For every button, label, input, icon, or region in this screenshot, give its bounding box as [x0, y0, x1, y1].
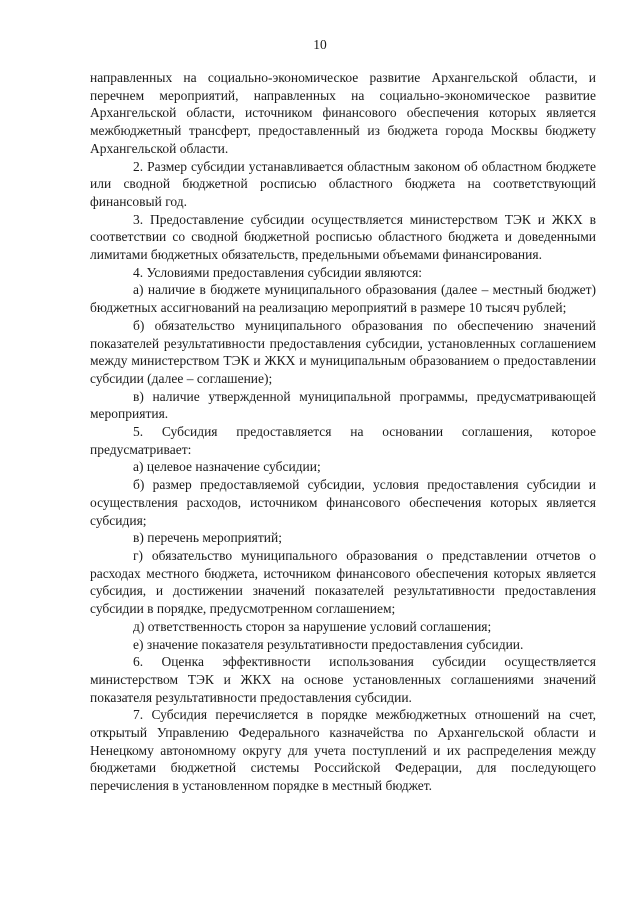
paragraph-2-subsidy-size: 2. Размер субсидии устанавливается областным законом об областном бюджете или сводной бюджетной росписью областного бюджета на соответствующий финансовый год. — [90, 158, 596, 209]
paragraph-5e: д) ответственность сторон за нарушение условий соглашения; — [133, 618, 492, 634]
paragraph-4b: б) обязательство муниципального образования по обеспечению значений показателей результативности предоставления субсидии, установленных соглашением между министерством ТЭК и ЖКХ и муниципальным образованием о предоставлении субсидии (далее – соглашение); — [90, 317, 596, 386]
paragraph-1-continuation: направленных на социально-экономическое развитие Архангельской области, и перечнем мероприятий, направленных на социально-экономическое развитие Архангельской области, источником финансового обеспечения которых является межбюджетный трансферт, предоставленный из бюджета города Москвы бюджету Архангельской области. — [90, 70, 596, 156]
paragraph-3-provision: 3. Предоставление субсидии осуществляется министерством ТЭК и ЖКХ в соответствии со сводной бюджетной росписью областного бюджета и доведенными лимитами бюджетных обязательств, предельными объемами финансирования. — [90, 211, 596, 263]
paragraph-4a: а) наличие в бюджете муниципального образования (далее – местный бюджет) бюджетных ассигнований на реализацию мероприятий в размере 10 тысяч рублей; — [90, 282, 596, 316]
page-number: 10 — [313, 37, 327, 52]
paragraph-4c: в) наличие утвержденной муниципальной программы, предусматривающей мероприятия. — [90, 388, 596, 422]
paragraph-4-conditions: 4. Условиями предоставления субсидии являются: — [133, 264, 423, 280]
document-body — [90, 69, 596, 795]
paragraph-5a: а) целевое назначение субсидии; — [133, 459, 321, 475]
paragraph-5d: г) обязательство муниципального образования о представлении отчетов о расходах местного бюджета, источником финансового обеспечения которых является субсидия, и достижении значений показателей результативности предоставления субсидии в порядке, предусмотренном соглашением; — [90, 547, 596, 617]
paragraph-7-transfer: 7. Субсидия перечисляется в порядке межбюджетных отношений на счет, открытый Управлению Федерального казначейства по Архангельской области и Ненецкому автономному округу для учета поступлений и их распределения между бюджетами бюджетной системы Российской Федерации, для последующего перечисления в установленном порядке в местный бюджет. — [90, 707, 596, 794]
paragraph-5c: в) перечень мероприятий; — [133, 530, 282, 546]
paragraph-5f: е) значение показателя результативности предоставления субсидии. — [133, 636, 524, 652]
paragraph-5b: б) размер предоставляемой субсидии, условия предоставления субсидии и осуществления расходов, источником финансового обеспечения которых является субсидия; — [90, 477, 596, 528]
paragraph-6-efficiency: 6. Оценка эффективности использования субсидии осуществляется министерством ТЭК и ЖКХ на основе установленных соглашениями значений показателя результативности предоставления субсидии. — [90, 654, 596, 705]
paragraph-5-agreement: 5. Субсидия предоставляется на основании соглашения, которое предусматривает: — [90, 424, 596, 457]
